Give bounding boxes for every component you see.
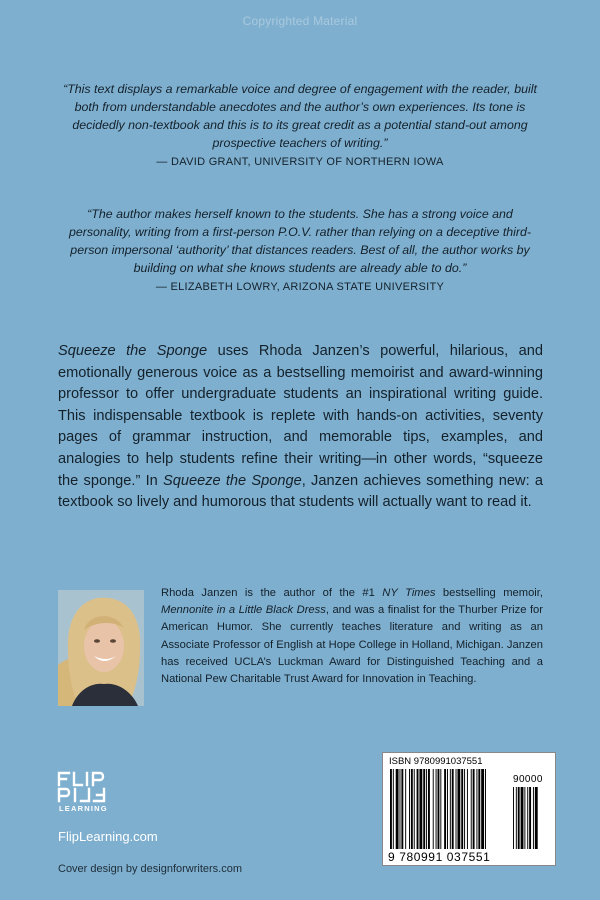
- flip-logo-icon: [55, 770, 115, 804]
- price-code: 90000: [513, 774, 543, 785]
- bio-text: Rhoda Janzen is the author of the #1: [161, 587, 383, 599]
- author-bio: [161, 585, 543, 688]
- publisher-url: FlipLearning.com: [58, 829, 158, 844]
- review-attribution: — ELIZABETH LOWRY, ARIZONA STATE UNIVERSITY: [155, 281, 445, 293]
- author-portrait-icon: [58, 590, 144, 706]
- logo-subtitle: LEARNING: [59, 804, 108, 813]
- description-text: uses Rhoda Janzen’s powerful, hilarious, and emotionally generous voice as a bestselling memoirist and award-winning professor to offer undergraduate students an inspirational writing guide. This indispensable textbook is replete with hands-on activities, seventy pages of grammar instruction, and memorable tips, examples, and analogies to help students refine their writing—in other words, “squeeze the sponge.” In: [58, 343, 544, 489]
- review-quote-text: “This text displays a remarkable voice and degree of engagement with the reader, built both from understandable anecdotes and the author’s own experiences. Its tone is decidedly non-textbook and this is to its great credit as a potential stand-out among prospective teachers of writing.”: [63, 82, 537, 150]
- book-title: Squeeze the Sponge: [163, 472, 302, 489]
- book-description: [58, 341, 543, 514]
- isbn-label: ISBN 9780991037551: [389, 756, 483, 767]
- bio-text: , and was a finalist for the Thurber Prize for American Humor. She currently teaches literature and writing as an Associate Professor of English at Hope College in Holland, Michigan. Janzen has received UCLA’s Luckman Award for Distinguished Teaching and a National Pew Charitable Trust Award for Innovation in Teaching.: [161, 604, 543, 686]
- author-photo: [58, 590, 144, 706]
- barcode-digits: 9 780991 037551: [388, 850, 491, 864]
- book-title: Squeeze the Sponge: [58, 343, 208, 359]
- bio-publication: NY Times: [382, 587, 436, 599]
- copyright-watermark: Copyrighted Material: [242, 14, 358, 28]
- review-quote-2: [60, 205, 540, 296]
- isbn-barcode: [382, 752, 556, 866]
- bio-memoir-title: Mennonite in a Little Black Dress: [161, 604, 326, 617]
- cover-design-credit: Cover design by designforwriters.com: [58, 863, 243, 875]
- review-attribution: — DAVID GRANT, UNIVERSITY OF NORTHERN IOWA: [156, 156, 444, 168]
- review-quote-text: “The author makes herself known to the students. She has a strong voice and personality, writing from a first-person P.O.V. rather than relying on a deceptive third-person impersonal ‘authority’ that distances readers. Best of all, the author works by building on what she knows students are already able to do.”: [68, 207, 532, 275]
- description-text: , Janzen achieves something new: a textbook so lively and humorous that students will actually want to read it.: [58, 472, 544, 511]
- bio-text: bestselling memoir,: [435, 587, 543, 599]
- review-quote-1: [60, 80, 540, 171]
- barcode-bars-icon: [383, 753, 555, 865]
